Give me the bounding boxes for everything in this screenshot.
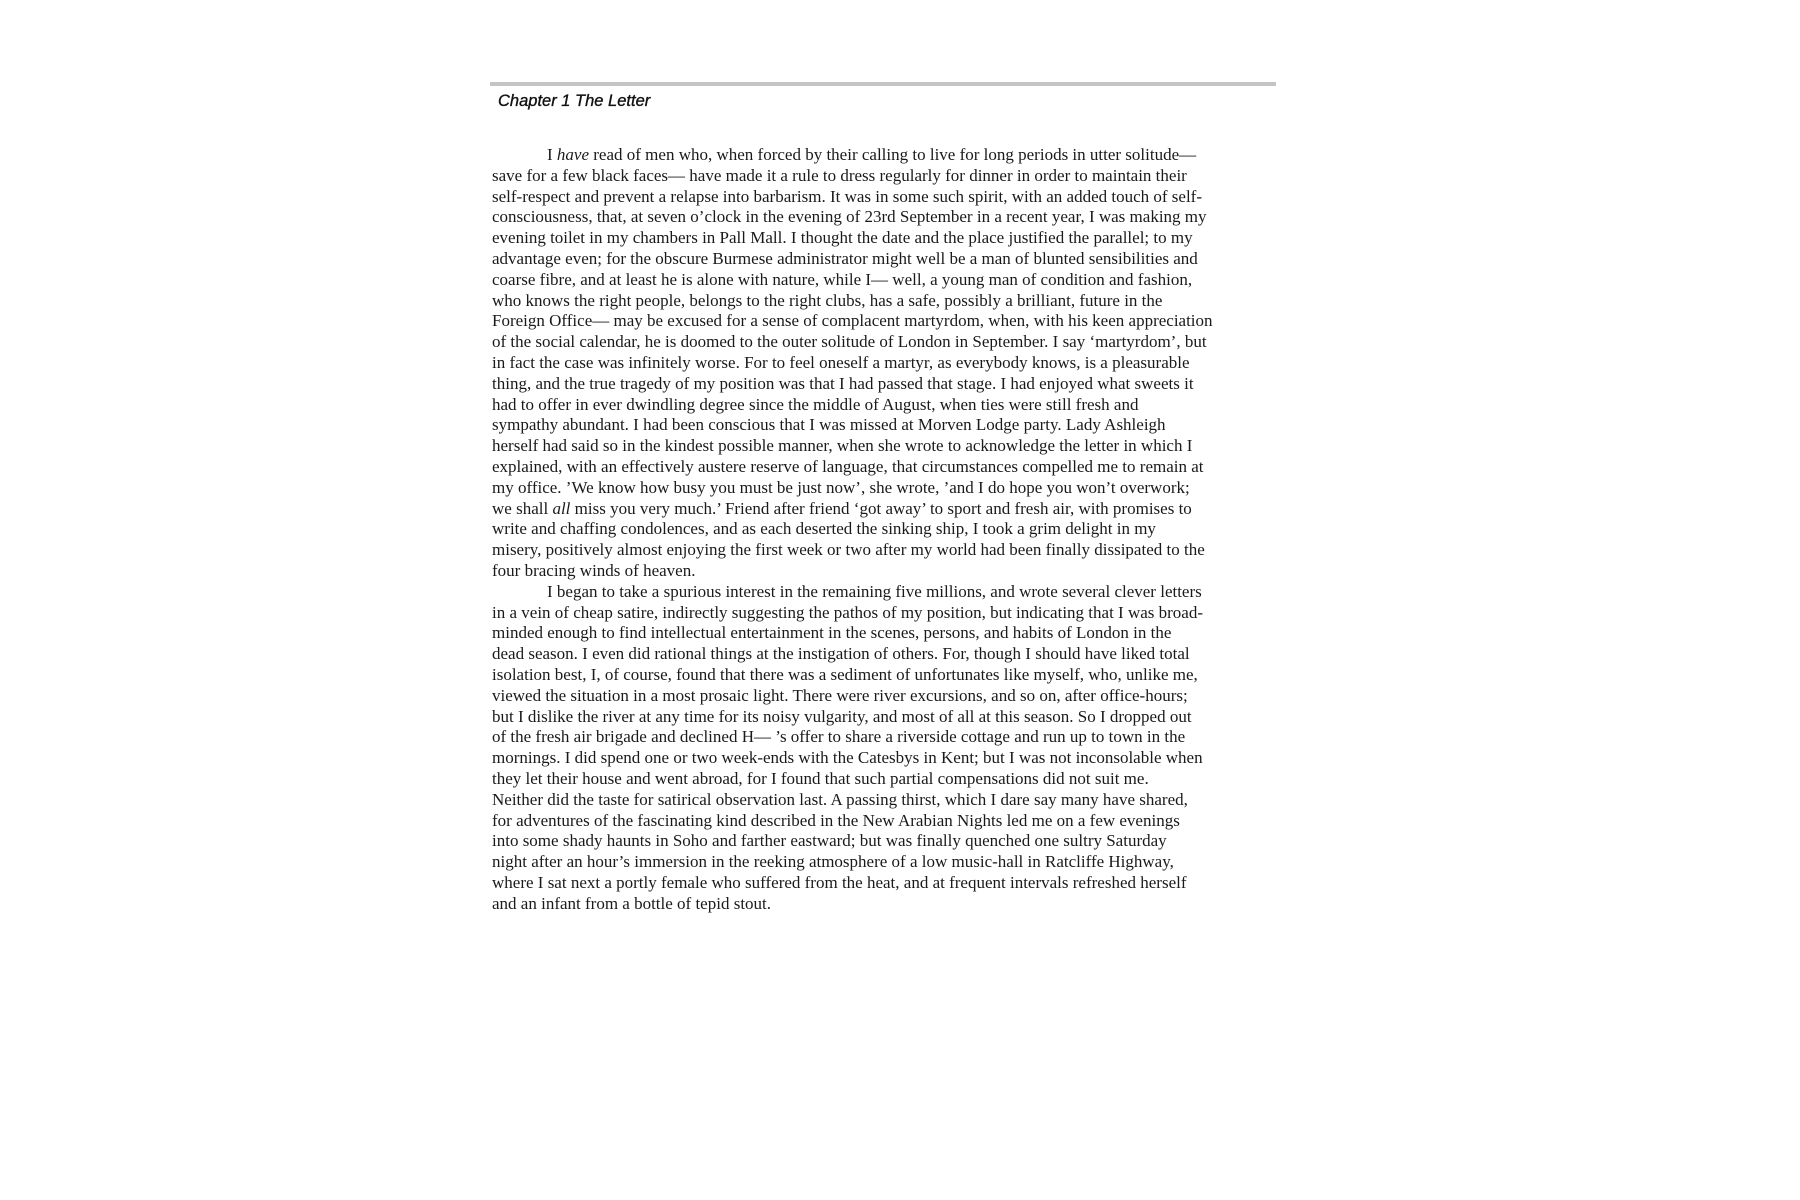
text-line: four bracing winds of heaven.	[492, 560, 696, 580]
chapter-heading: Chapter 1 The Letter	[498, 92, 651, 110]
text-line: minded enough to find intellectual entertainment in the scenes, persons, and habits of London in the	[492, 623, 1172, 643]
text-line: misery, positively almost enjoying the first week or two after my world had been finally dissipated to the	[492, 540, 1205, 560]
text-line: Foreign Office— may be excused for a sense of complacent martyrdom, when, with his keen appreciation	[492, 311, 1213, 331]
text-line: I began to take a spurious interest in the remaining five millions, and wrote several clever letters	[547, 581, 1202, 601]
text-line: into some shady haunts in Soho and farther eastward; but was finally quenched one sultry Saturday	[492, 831, 1167, 851]
text-line: in fact the case was infinitely worse. For to feel oneself a martyr, as everybody knows, is a pleasurable	[492, 352, 1190, 372]
text-line: isolation best, I, of course, found that there was a sediment of unfortunates like myself, who, unlike me,	[492, 664, 1198, 684]
text-line: of the fresh air brigade and declined H— ’s offer to share a riverside cottage and run up to town in the	[492, 727, 1186, 747]
text-line: coarse fibre, and at least he is alone with nature, while I— well, a young man of condition and fashion,	[492, 269, 1193, 289]
text-line: my office. ’We know how busy you must be just now’, she wrote, ’and I do hope you won’t overwork;	[492, 477, 1190, 497]
italic-text: all	[552, 498, 571, 518]
text-line: who knows the right people, belongs to the right clubs, has a safe, possibly a brilliant, future in the	[492, 290, 1163, 310]
text-line: dead season. I even did rational things at the instigation of others. For, though I should have liked total	[492, 644, 1190, 664]
paragraph	[492, 582, 1282, 915]
italic-text: have	[556, 145, 590, 164]
text-line: save for a few black faces— have made it a rule to dress regularly for dinner in order to maintain their	[492, 165, 1187, 185]
text-line: explained, with an effectively austere reserve of language, that circumstances compelled me to remain at	[492, 456, 1204, 476]
text-line: we shall all miss you very much.’ Friend after friend ‘got away’ to sport and fresh air, with promises to	[492, 498, 1192, 518]
text-line: mornings. I did spend one or two week-ends with the Catesbys in Kent; but I was not inconsolable when	[492, 748, 1203, 768]
text-line: for adventures of the fascinating kind described in the New Arabian Nights led me on a few evenings	[492, 810, 1180, 830]
text-line: Neither did the taste for satirical observation last. A passing thirst, which I dare say many have shared,	[492, 789, 1188, 809]
body-text	[492, 145, 1282, 914]
text-line: they let their house and went abroad, for I found that such partial compensations did not suit me.	[492, 768, 1149, 788]
text-line: evening toilet in my chambers in Pall Mall. I thought the date and the place justified the parallel; to my	[492, 228, 1193, 248]
text-line: of the social calendar, he is doomed to the outer solitude of London in September. I say ‘martyrdom’, but	[492, 332, 1207, 352]
text-line: advantage even; for the obscure Burmese administrator might well be a man of blunted sensibilities and	[492, 248, 1198, 268]
text-line: where I sat next a portly female who suffered from the heat, and at frequent intervals refreshed herself	[492, 872, 1187, 892]
text-line: in a vein of cheap satire, indirectly suggesting the pathos of my position, but indicating that I was broad-	[492, 602, 1204, 622]
text-line: sympathy abundant. I had been conscious that I was missed at Morven Lodge party. Lady Ashleigh	[492, 415, 1166, 435]
text-line: herself had said so in the kindest possible manner, when she wrote to acknowledge the letter in which I	[492, 436, 1193, 456]
text-line: night after an hour’s immersion in the reeking atmosphere of a low music-hall in Ratcliffe Highway,	[492, 852, 1174, 872]
text-line: viewed the situation in a most prosaic light. There were river excursions, and so on, after office-hours;	[492, 685, 1188, 705]
text-line: thing, and the true tragedy of my position was that I had passed that stage. I had enjoyed what sweets it	[492, 373, 1194, 393]
text-line: consciousness, that, at seven o’clock in the evening of 23rd September in a recent year, I was making my	[492, 207, 1207, 227]
paragraph	[492, 145, 1282, 582]
text-line: had to offer in ever dwindling degree since the middle of August, when ties were still fresh and	[492, 394, 1139, 414]
text-line: write and chaffing condolences, and as each deserted the sinking ship, I took a grim delight in my	[492, 519, 1156, 539]
header-rule	[490, 82, 1276, 86]
text-line: and an infant from a bottle of tepid stout.	[492, 893, 772, 913]
text-line: but I dislike the river at any time for its noisy vulgarity, and most of all at this season. So I dropped out	[492, 706, 1192, 726]
text-line: self-respect and prevent a relapse into barbarism. It was in some such spirit, with an added touch of self-	[492, 186, 1202, 206]
text-line: I have read of men who, when forced by their calling to live for long periods in utter solitude—	[547, 145, 1197, 164]
